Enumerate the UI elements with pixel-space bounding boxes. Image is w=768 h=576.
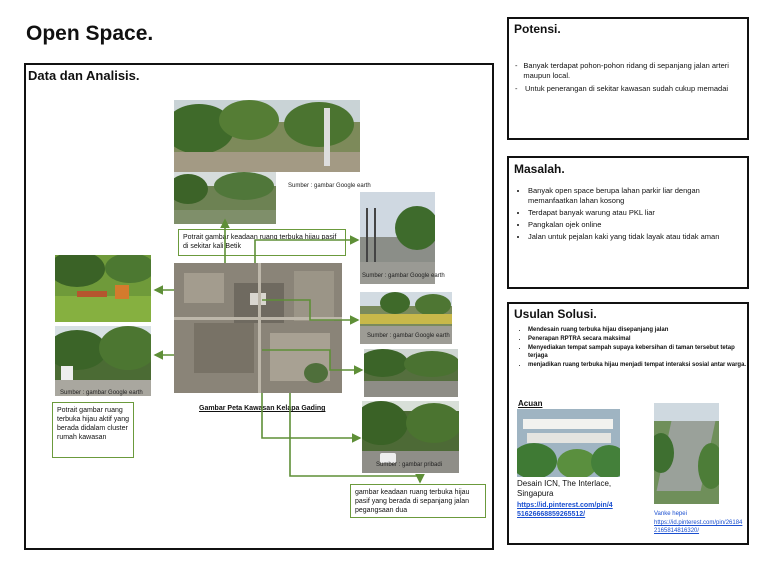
map-kelapa-gading	[174, 263, 342, 393]
photo-left-2	[55, 326, 151, 396]
note-kali-betik: Potrait gambar keadaan ruang terbuka hijau pasif di sekitar kali Betik	[178, 229, 346, 256]
reference-link-interlace[interactable]: https://id.pinterest.com/pin/451626668859265512/	[517, 502, 613, 518]
page-title: Open Space.	[26, 22, 154, 45]
potensi-panel	[507, 17, 749, 140]
photo-right-3	[364, 349, 458, 397]
reference-name-vanke: Vanke hepei	[654, 511, 687, 517]
usulan-panel	[507, 302, 749, 545]
photo-kali-betik-2	[174, 172, 276, 224]
source-caption-right1: Sumber : gambar Google earth	[362, 273, 445, 279]
masalah-panel	[507, 156, 749, 289]
potensi-item-text: Untuk penerangan di sekitar kawasan sudah cukup memadai	[525, 84, 729, 93]
masalah-item: • Jalan untuk pejalan kaki yang tidak layak atau tidak aman	[528, 232, 746, 242]
usulan-item: • Penerapan RPTRA secara maksimal	[528, 335, 754, 343]
note-pegangsaan: gambar keadaan ruang terbuka hijau pasif yang berada di sepanjang jalan pegangsaan dua	[350, 484, 486, 518]
potensi-item-text: Banyak terdapat pohon-pohon ridang di sepanjang jalan arteri maupun local.	[523, 61, 729, 80]
analysis-title: Data dan Analisis.	[28, 68, 140, 83]
bullet-dash: -	[515, 84, 518, 93]
usulan-item: • Menyediakan tempat sampah supaya kebersihan di taman tersebut tetap terjaga	[528, 344, 754, 360]
source-caption-top: Sumber : gambar Google earth	[288, 183, 371, 189]
map-caption: Gambar Peta Kawasan Kelapa Gading	[199, 405, 326, 412]
usulan-item: • Mendesain ruang terbuka hijau disepanjang jalan	[528, 326, 754, 334]
usulan-list	[516, 326, 754, 370]
potensi-item	[515, 84, 737, 94]
potensi-list	[515, 61, 737, 94]
acuan-label: Acuan	[518, 399, 543, 408]
photo-left-1	[55, 255, 151, 322]
potensi-item	[515, 61, 737, 81]
reference-link-vanke[interactable]: https://id.pinterest.com/pin/261842165814816320/	[654, 520, 743, 534]
source-caption-right2: Sumber : gambar Google earth	[367, 333, 450, 339]
potensi-title: Potensi.	[514, 22, 561, 36]
reference-name-interlace: Desain ICN, The Interlace, Singapura	[517, 479, 612, 498]
source-caption-right4: Sumber : gambar pribadi	[376, 462, 443, 468]
masalah-list	[516, 186, 746, 244]
bullet-dash: -	[515, 61, 518, 70]
usulan-title: Usulan Solusi.	[514, 307, 597, 321]
note-cluster: Potrait gambar ruang terbuka hijau aktif yang berada didalam cluster rumah kawasan	[52, 402, 134, 458]
masalah-item: • Banyak open space berupa lahan parkir liar dengan memanfaatkan lahan kosong	[528, 186, 746, 206]
reference-image-vanke	[654, 403, 719, 504]
photo-kali-betik-1	[174, 100, 360, 172]
reference-image-interlace	[517, 409, 620, 477]
masalah-item: • Pangkalan ojek online	[528, 220, 746, 230]
masalah-title: Masalah.	[514, 162, 565, 176]
source-caption-left: Sumber : gambar Google earth	[60, 390, 143, 396]
photo-right-1	[360, 192, 435, 284]
usulan-item: • menjadikan ruang terbuka hijau menjadi tempat interaksi sosial antar warga.	[528, 361, 754, 369]
masalah-item: • Terdapat banyak warung atau PKL liar	[528, 208, 746, 218]
